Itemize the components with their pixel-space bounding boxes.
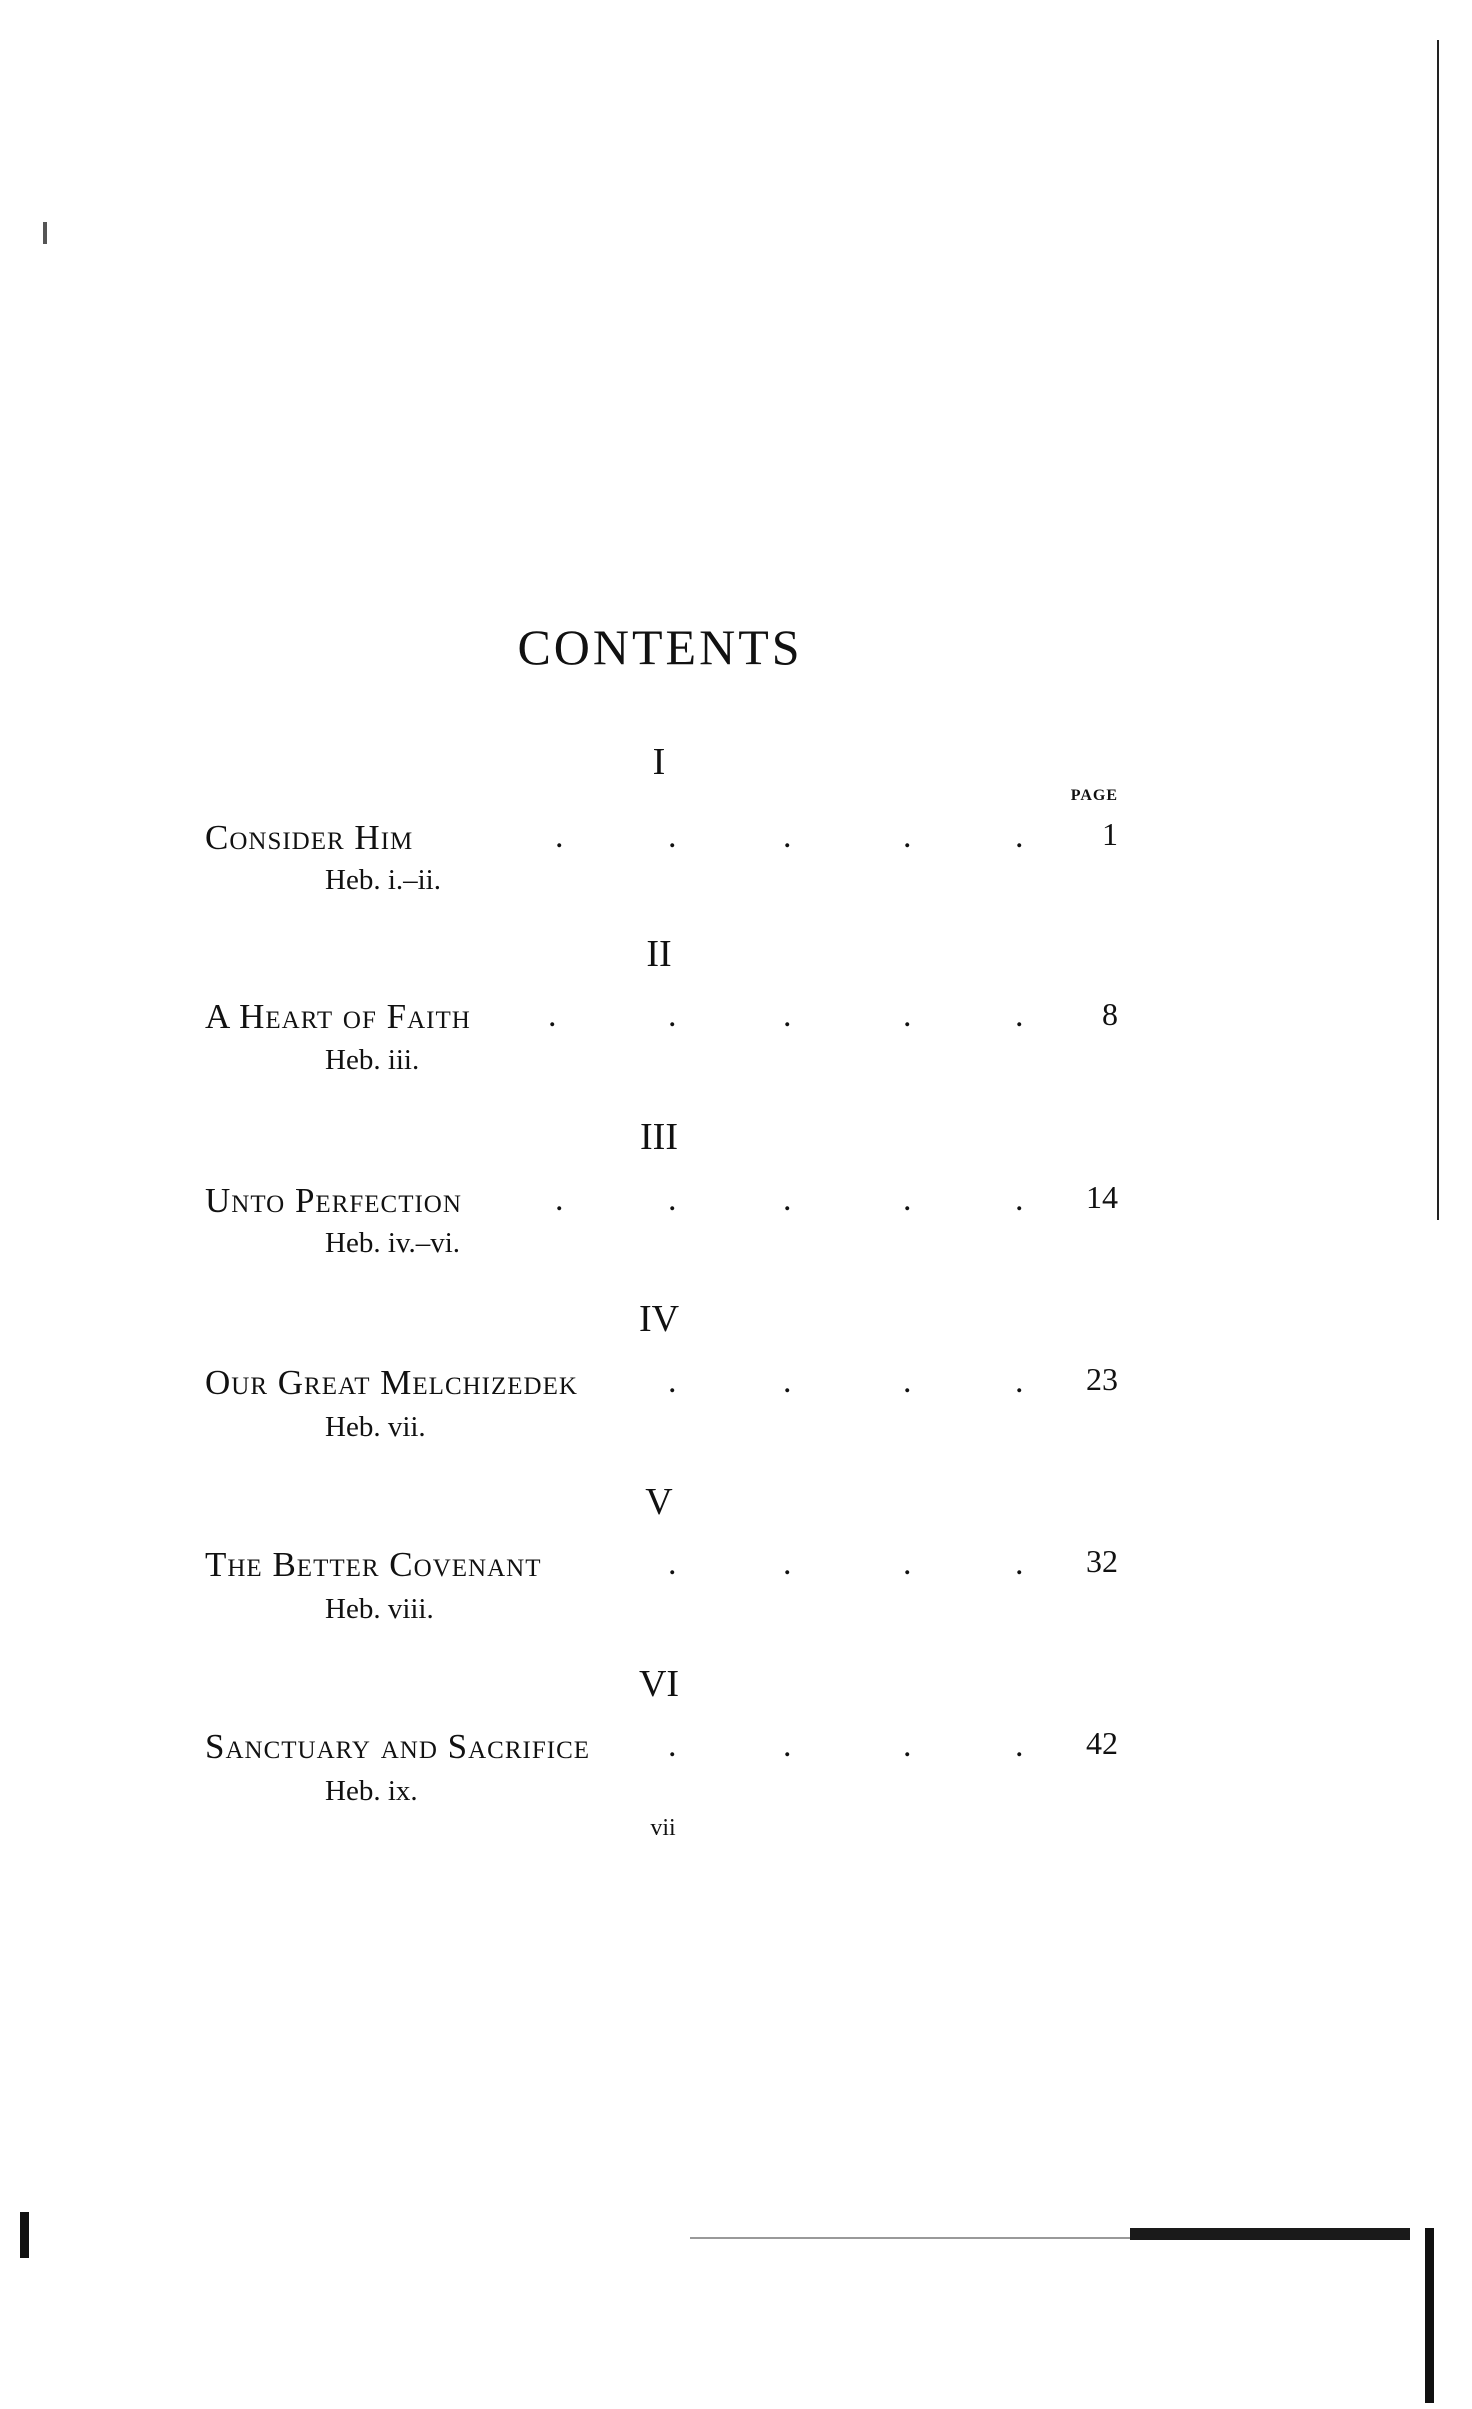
scan-smudge-left xyxy=(20,2212,29,2258)
scripture-reference: Heb. iii. xyxy=(325,1044,420,1076)
scan-bottom-rule xyxy=(690,2237,1130,2239)
scan-edge-line xyxy=(1437,40,1439,1220)
page-number: 23 xyxy=(1086,1361,1118,1397)
chapter-title[interactable]: Our Great Melchizedek xyxy=(205,1363,578,1402)
page-number: 42 xyxy=(1086,1725,1118,1761)
book-page: CONTENTS PAGE I Consider Him . . . . . 1 Heb. i.–ii. II A Heart of Faith . . . . . 8 Heb. iii. III Unto Perfection . . . . . 14 Heb. iv.–vi. IV Our Great Melchizedek . . . . 23 Heb. vii. V The Better Covenant . . . . 32 Heb. viii. VI Sanctuary and Sacrifice . . . . 42 Heb. ix. vii xyxy=(0,0,1472,2409)
scripture-reference: Heb. ix. xyxy=(325,1775,418,1807)
scan-bottom-bar xyxy=(1130,2228,1410,2240)
page-number: 32 xyxy=(1086,1543,1118,1579)
page-number: 1 xyxy=(1102,816,1118,852)
scripture-reference: Heb. iv.–vi. xyxy=(325,1227,461,1259)
scripture-reference: Heb. vii. xyxy=(325,1411,426,1443)
chapter-title[interactable]: Unto Perfection xyxy=(205,1181,462,1220)
scan-corner-edge xyxy=(1425,2228,1434,2403)
page-number: 8 xyxy=(1102,996,1118,1032)
page-title: CONTENTS xyxy=(517,619,803,675)
page-number: 14 xyxy=(1086,1179,1118,1215)
scripture-reference: Heb. i.–ii. xyxy=(325,864,441,896)
section-numeral: I xyxy=(652,741,666,783)
section-numeral: II xyxy=(646,933,672,975)
folio-page-number: vii xyxy=(650,1815,676,1841)
section-numeral: V xyxy=(645,1481,673,1523)
section-numeral: VI xyxy=(638,1663,680,1705)
chapter-title[interactable]: Sanctuary and Sacrifice xyxy=(205,1727,591,1766)
scripture-reference: Heb. viii. xyxy=(325,1593,434,1625)
section-numeral: IV xyxy=(638,1298,680,1340)
chapter-title[interactable]: Consider Him xyxy=(205,818,414,857)
chapter-title[interactable]: A Heart of Faith xyxy=(205,997,471,1036)
scan-smudge-top xyxy=(43,222,47,244)
section-numeral: III xyxy=(640,1116,678,1158)
page-column-label: PAGE xyxy=(1070,787,1118,804)
chapter-title[interactable]: The Better Covenant xyxy=(205,1545,542,1584)
